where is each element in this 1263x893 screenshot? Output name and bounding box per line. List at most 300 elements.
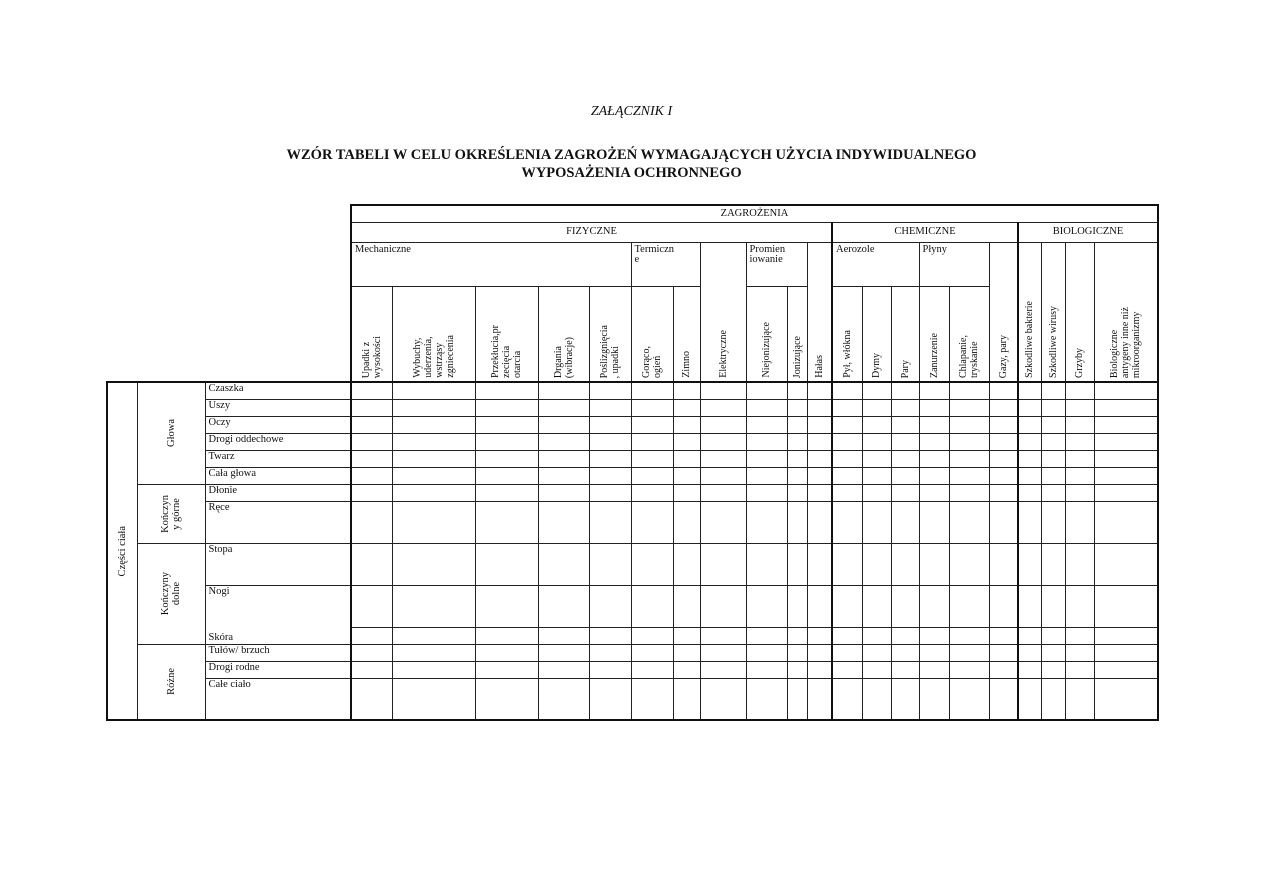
hazard-cell[interactable] [392, 644, 475, 661]
hazard-cell[interactable] [538, 543, 589, 585]
hazard-cell[interactable] [807, 661, 832, 678]
row-label: Oczy [205, 416, 351, 433]
hazard-cell[interactable] [1094, 661, 1158, 678]
hazard-cell[interactable] [631, 585, 673, 627]
hazard-cell[interactable] [746, 644, 787, 661]
hazard-cell[interactable] [351, 382, 392, 399]
hazard-cell[interactable] [351, 644, 392, 661]
hazard-cell[interactable] [1065, 501, 1094, 543]
hazard-cell[interactable] [392, 433, 475, 450]
hazard-cell[interactable] [673, 543, 700, 585]
hazard-cell[interactable] [475, 627, 538, 644]
hazard-cell[interactable] [949, 416, 989, 433]
hazard-cell[interactable] [1018, 644, 1041, 661]
hazard-cell[interactable] [862, 416, 891, 433]
hazard-cell[interactable] [989, 661, 1018, 678]
hazard-cell[interactable] [538, 678, 589, 720]
hazard-cell[interactable] [1041, 644, 1065, 661]
hazard-cell[interactable] [832, 484, 862, 501]
hazard-cell[interactable] [392, 416, 475, 433]
hazard-cell[interactable] [392, 450, 475, 467]
hazard-cell[interactable] [631, 399, 673, 416]
hazard-cell[interactable] [538, 644, 589, 661]
hazard-cell[interactable] [832, 678, 862, 720]
hazard-cell[interactable] [538, 416, 589, 433]
hazard-cell[interactable] [989, 627, 1018, 644]
hazard-cell[interactable] [862, 678, 891, 720]
hazard-cell[interactable] [949, 661, 989, 678]
hazard-cell[interactable] [631, 661, 673, 678]
hazard-cell[interactable] [475, 416, 538, 433]
hazard-cell[interactable] [351, 467, 392, 484]
hazard-cell[interactable] [891, 627, 919, 644]
hazard-cell[interactable] [1041, 433, 1065, 450]
hazard-cell[interactable] [475, 644, 538, 661]
hazard-cell[interactable] [862, 433, 891, 450]
hazard-cell[interactable] [1065, 382, 1094, 399]
hazard-cell[interactable] [700, 399, 746, 416]
hazard-cell[interactable] [862, 501, 891, 543]
hazard-cell[interactable] [919, 399, 949, 416]
hazard-cell[interactable] [1018, 416, 1041, 433]
hazard-cell[interactable] [807, 678, 832, 720]
hazard-cell[interactable] [891, 382, 919, 399]
hazard-cell[interactable] [392, 543, 475, 585]
hazard-cell[interactable] [1041, 627, 1065, 644]
hazard-cell[interactable] [351, 416, 392, 433]
hazard-cell[interactable] [807, 467, 832, 484]
hazard-cell[interactable] [700, 467, 746, 484]
hazard-cell[interactable] [351, 543, 392, 585]
hazard-cell[interactable] [949, 382, 989, 399]
hazard-cell[interactable] [919, 661, 949, 678]
hazard-cell[interactable] [1018, 585, 1041, 627]
hazard-cell[interactable] [1018, 543, 1041, 585]
hazard-cell[interactable] [832, 450, 862, 467]
hazard-cell[interactable] [919, 416, 949, 433]
hazard-cell[interactable] [1065, 416, 1094, 433]
hazard-cell[interactable] [807, 543, 832, 585]
hazard-cell[interactable] [392, 627, 475, 644]
hazard-cell[interactable] [1065, 585, 1094, 627]
hazard-cell[interactable] [949, 678, 989, 720]
hazard-cell[interactable] [989, 450, 1018, 467]
hazard-cell[interactable] [631, 627, 673, 644]
hazard-cell[interactable] [351, 627, 392, 644]
hazard-cell[interactable] [807, 627, 832, 644]
hazard-cell[interactable] [787, 399, 807, 416]
hazard-cell[interactable] [538, 399, 589, 416]
hazard-cell[interactable] [746, 543, 787, 585]
hazard-cell[interactable] [949, 467, 989, 484]
hazard-cell[interactable] [631, 450, 673, 467]
hazard-cell[interactable] [475, 501, 538, 543]
hazard-cell[interactable] [351, 450, 392, 467]
hazard-cell[interactable] [475, 585, 538, 627]
hazard-cell[interactable] [862, 382, 891, 399]
hazard-cell[interactable] [919, 585, 949, 627]
hazard-cell[interactable] [891, 543, 919, 585]
hazard-cell[interactable] [538, 433, 589, 450]
hazard-cell[interactable] [351, 484, 392, 501]
hazard-cell[interactable] [1094, 627, 1158, 644]
hazard-cell[interactable] [1094, 416, 1158, 433]
hazard-cell[interactable] [787, 450, 807, 467]
hazard-cell[interactable] [589, 585, 631, 627]
hazard-cell[interactable] [832, 467, 862, 484]
hazard-cell[interactable] [700, 644, 746, 661]
hazard-cell[interactable] [807, 433, 832, 450]
hazard-cell[interactable] [392, 399, 475, 416]
hazard-cell[interactable] [700, 661, 746, 678]
hazard-cell[interactable] [351, 399, 392, 416]
hazard-cell[interactable] [700, 627, 746, 644]
hazard-cell[interactable] [787, 585, 807, 627]
hazard-cell[interactable] [673, 399, 700, 416]
hazard-cell[interactable] [746, 678, 787, 720]
hazard-cell[interactable] [746, 450, 787, 467]
hazard-cell[interactable] [919, 450, 949, 467]
hazard-cell[interactable] [807, 501, 832, 543]
hazard-cell[interactable] [832, 661, 862, 678]
hazard-cell[interactable] [392, 501, 475, 543]
hazard-cell[interactable] [862, 450, 891, 467]
hazard-cell[interactable] [919, 467, 949, 484]
hazard-cell[interactable] [673, 627, 700, 644]
hazard-cell[interactable] [392, 484, 475, 501]
hazard-cell[interactable] [1041, 585, 1065, 627]
hazard-cell[interactable] [589, 627, 631, 644]
hazard-cell[interactable] [351, 501, 392, 543]
hazard-cell[interactable] [392, 585, 475, 627]
hazard-cell[interactable] [1041, 501, 1065, 543]
hazard-cell[interactable] [1018, 450, 1041, 467]
hazard-cell[interactable] [700, 501, 746, 543]
hazard-cell[interactable] [919, 627, 949, 644]
hazard-cell[interactable] [1065, 543, 1094, 585]
hazard-cell[interactable] [787, 644, 807, 661]
hazard-cell[interactable] [787, 543, 807, 585]
hazard-cell[interactable] [832, 627, 862, 644]
hazard-cell[interactable] [862, 399, 891, 416]
hazard-cell[interactable] [673, 484, 700, 501]
hazard-cell[interactable] [1041, 416, 1065, 433]
table-row [107, 433, 1158, 450]
hazard-cell[interactable] [538, 661, 589, 678]
hazard-cell[interactable] [919, 501, 949, 543]
hazard-cell[interactable] [919, 433, 949, 450]
hazard-cell[interactable] [891, 484, 919, 501]
hazard-cell[interactable] [351, 661, 392, 678]
hazard-cell[interactable] [392, 467, 475, 484]
hazard-cell[interactable] [989, 543, 1018, 585]
hazard-cell[interactable] [1065, 644, 1094, 661]
hazard-cell[interactable] [807, 484, 832, 501]
hazard-cell[interactable] [538, 382, 589, 399]
hazard-cell[interactable] [891, 585, 919, 627]
hazard-cell[interactable] [1065, 627, 1094, 644]
hazard-cell[interactable] [589, 433, 631, 450]
hazard-cell[interactable] [1018, 382, 1041, 399]
hazard-cell[interactable] [589, 644, 631, 661]
hazard-cell[interactable] [862, 585, 891, 627]
hazard-cell[interactable] [891, 467, 919, 484]
hazard-cell[interactable] [1041, 450, 1065, 467]
hazard-cell[interactable] [787, 484, 807, 501]
hazard-cell[interactable] [1065, 661, 1094, 678]
hazard-cell[interactable] [832, 382, 862, 399]
hazard-cell[interactable] [589, 416, 631, 433]
hazard-cell[interactable] [787, 627, 807, 644]
hazard-cell[interactable] [1094, 678, 1158, 720]
hazard-cell[interactable] [1041, 484, 1065, 501]
hazard-cell[interactable] [700, 585, 746, 627]
table-row [107, 644, 1158, 661]
hazard-cell[interactable] [891, 661, 919, 678]
hazard-cell[interactable] [787, 416, 807, 433]
hazard-cell[interactable] [746, 467, 787, 484]
hazard-cell[interactable] [351, 678, 392, 720]
hazard-cell[interactable] [746, 416, 787, 433]
hazard-cell[interactable] [746, 585, 787, 627]
hazard-cell[interactable] [700, 543, 746, 585]
hazard-cell[interactable] [949, 484, 989, 501]
hazard-cell[interactable] [787, 678, 807, 720]
hazard-cell[interactable] [673, 467, 700, 484]
hazard-cell[interactable] [700, 484, 746, 501]
hazard-cell[interactable] [589, 399, 631, 416]
hazard-cell[interactable] [1094, 501, 1158, 543]
hazard-cell[interactable] [832, 501, 862, 543]
hazard-cell[interactable] [1018, 678, 1041, 720]
hazard-cell[interactable] [538, 627, 589, 644]
hazard-cell[interactable] [891, 644, 919, 661]
hazard-cell[interactable] [1065, 678, 1094, 720]
hazard-cell[interactable] [538, 484, 589, 501]
hazard-cell[interactable] [787, 382, 807, 399]
hazard-cell[interactable] [673, 585, 700, 627]
hazard-cell[interactable] [919, 382, 949, 399]
hazard-cell[interactable] [538, 467, 589, 484]
hazard-cell[interactable] [862, 661, 891, 678]
hazard-cell[interactable] [392, 678, 475, 720]
hazard-cell[interactable] [673, 450, 700, 467]
hazard-cell[interactable] [746, 484, 787, 501]
hazard-cell[interactable] [891, 501, 919, 543]
hazard-cell[interactable] [919, 644, 949, 661]
hazard-cell[interactable] [589, 543, 631, 585]
hazard-cell[interactable] [631, 416, 673, 433]
hazard-cell[interactable] [589, 678, 631, 720]
hazard-cell[interactable] [989, 467, 1018, 484]
hazard-cell[interactable] [949, 585, 989, 627]
hazard-cell[interactable] [475, 484, 538, 501]
hazard-cell[interactable] [673, 501, 700, 543]
hazard-cell[interactable] [1065, 450, 1094, 467]
hazard-cell[interactable] [589, 661, 631, 678]
hazard-cell[interactable] [589, 467, 631, 484]
hazard-cell[interactable] [746, 399, 787, 416]
hazard-cell[interactable] [832, 644, 862, 661]
hazard-cell[interactable] [475, 678, 538, 720]
hazard-cell[interactable] [700, 678, 746, 720]
hazard-cell[interactable] [807, 416, 832, 433]
hazard-cell[interactable] [538, 450, 589, 467]
hazard-cell[interactable] [1094, 467, 1158, 484]
hazard-cell[interactable] [862, 467, 891, 484]
hazard-cell[interactable] [475, 661, 538, 678]
hazard-cell[interactable] [631, 467, 673, 484]
hazard-cell[interactable] [1094, 399, 1158, 416]
hazard-cell[interactable] [807, 644, 832, 661]
hazard-cell[interactable] [832, 399, 862, 416]
hazard-cell[interactable] [589, 382, 631, 399]
hazard-cell[interactable] [1041, 467, 1065, 484]
hazard-cell[interactable] [1094, 484, 1158, 501]
hazard-cell[interactable] [631, 484, 673, 501]
hazard-cell[interactable] [862, 627, 891, 644]
hazard-cell[interactable] [989, 585, 1018, 627]
hazard-cell[interactable] [1018, 467, 1041, 484]
hazard-cell[interactable] [807, 450, 832, 467]
hazard-cell[interactable] [538, 501, 589, 543]
hazard-cell[interactable] [807, 399, 832, 416]
hazard-cell[interactable] [746, 501, 787, 543]
hazard-cell[interactable] [1041, 543, 1065, 585]
hazard-cell[interactable] [891, 399, 919, 416]
hazard-cell[interactable] [1041, 382, 1065, 399]
hazard-cell[interactable] [631, 501, 673, 543]
hazard-cell[interactable] [832, 416, 862, 433]
hazard-cell[interactable] [949, 627, 989, 644]
hazard-cell[interactable] [989, 678, 1018, 720]
hazard-cell[interactable] [1094, 382, 1158, 399]
hazard-cell[interactable] [475, 382, 538, 399]
hazard-cell[interactable] [919, 543, 949, 585]
hazard-cell[interactable] [989, 433, 1018, 450]
hazard-cell[interactable] [989, 416, 1018, 433]
hazard-cell[interactable] [475, 399, 538, 416]
hazard-cell[interactable] [862, 543, 891, 585]
hazard-cell[interactable] [1065, 484, 1094, 501]
hazard-cell[interactable] [862, 644, 891, 661]
hazard-cell[interactable] [673, 661, 700, 678]
hazard-cell[interactable] [787, 501, 807, 543]
hazard-cell[interactable] [949, 501, 989, 543]
hazard-cell[interactable] [949, 644, 989, 661]
hazard-cell[interactable] [1041, 678, 1065, 720]
hazard-cell[interactable] [891, 678, 919, 720]
hazard-cell[interactable] [746, 382, 787, 399]
hazard-cell[interactable] [1018, 484, 1041, 501]
hazard-cell[interactable] [700, 416, 746, 433]
hazard-cell[interactable] [989, 399, 1018, 416]
hazard-cell[interactable] [631, 382, 673, 399]
hazard-cell[interactable] [787, 661, 807, 678]
hazard-cell[interactable] [1094, 450, 1158, 467]
hazard-cell[interactable] [807, 585, 832, 627]
hazard-cell[interactable] [351, 433, 392, 450]
hazard-cell[interactable] [1094, 644, 1158, 661]
hazard-cell[interactable] [1018, 399, 1041, 416]
hazard-cell[interactable] [787, 433, 807, 450]
hazard-cell[interactable] [919, 678, 949, 720]
hazard-cell[interactable] [891, 450, 919, 467]
hazard-cell[interactable] [949, 450, 989, 467]
hazard-cell[interactable] [673, 678, 700, 720]
hazard-cell[interactable] [631, 543, 673, 585]
hazard-cell[interactable] [700, 382, 746, 399]
hazard-cell[interactable] [673, 382, 700, 399]
hazard-cell[interactable] [673, 644, 700, 661]
hazard-cell[interactable] [1041, 661, 1065, 678]
hazard-cell[interactable] [949, 399, 989, 416]
hazard-cell[interactable] [746, 661, 787, 678]
hazard-cell[interactable] [989, 382, 1018, 399]
col-harmful-bacteria: Szkodliwe bakterie [1018, 242, 1041, 382]
hazard-cell[interactable] [1018, 501, 1041, 543]
hazard-cell[interactable] [1018, 433, 1041, 450]
hazard-cell[interactable] [919, 484, 949, 501]
hazard-cell[interactable] [538, 585, 589, 627]
hazard-cell[interactable] [589, 484, 631, 501]
row-label: Drogi oddechowe [205, 433, 351, 450]
hazard-cell[interactable] [475, 467, 538, 484]
hazard-cell[interactable] [746, 627, 787, 644]
hazard-cell[interactable] [746, 433, 787, 450]
hazard-cell[interactable] [1094, 433, 1158, 450]
hazard-cell[interactable] [631, 644, 673, 661]
hazard-cell[interactable] [832, 543, 862, 585]
hazard-cell[interactable] [989, 484, 1018, 501]
hazard-cell[interactable] [832, 433, 862, 450]
hazard-cell[interactable] [1041, 399, 1065, 416]
hazard-cell[interactable] [392, 382, 475, 399]
hazard-cell[interactable] [989, 501, 1018, 543]
hazard-cell[interactable] [351, 585, 392, 627]
hazard-cell[interactable] [673, 416, 700, 433]
hazard-cell[interactable] [949, 543, 989, 585]
hazard-cell[interactable] [392, 661, 475, 678]
hazard-cell[interactable] [475, 450, 538, 467]
row-label: Całe ciało [205, 678, 351, 720]
hazard-cell[interactable] [862, 484, 891, 501]
hazard-cell[interactable] [1065, 433, 1094, 450]
hazard-cell[interactable] [832, 585, 862, 627]
hazard-cell[interactable] [673, 433, 700, 450]
hazard-cell[interactable] [631, 433, 673, 450]
hazard-cell[interactable] [475, 543, 538, 585]
hazard-cell[interactable] [631, 678, 673, 720]
hazard-cell[interactable] [475, 433, 538, 450]
hazard-cell[interactable] [807, 382, 832, 399]
hazard-cell[interactable] [891, 416, 919, 433]
hazard-cell[interactable] [1094, 543, 1158, 585]
hazard-cell[interactable] [589, 450, 631, 467]
hazard-cell[interactable] [1018, 627, 1041, 644]
hazard-cell[interactable] [989, 644, 1018, 661]
hazard-cell[interactable] [1065, 399, 1094, 416]
hazard-cell[interactable] [949, 433, 989, 450]
hazard-cell[interactable] [1094, 585, 1158, 627]
hazard-cell[interactable] [700, 433, 746, 450]
hazard-cell[interactable] [787, 467, 807, 484]
hazard-cell[interactable] [1018, 661, 1041, 678]
hazard-cell[interactable] [589, 501, 631, 543]
hazard-cell[interactable] [1065, 467, 1094, 484]
hazard-cell[interactable] [700, 450, 746, 467]
hazard-cell[interactable] [891, 433, 919, 450]
